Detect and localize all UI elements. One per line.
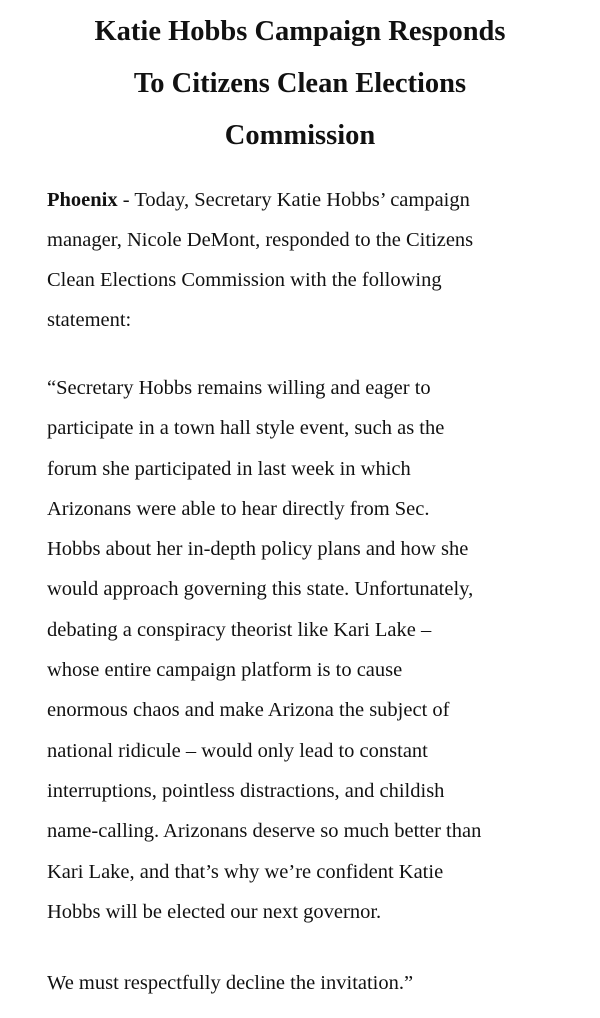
closing-paragraph	[47, 963, 572, 1003]
headline-line: Commission	[224, 120, 376, 151]
quote-line: whose entire campaign platform is to cause	[47, 659, 403, 682]
intro-line: Clean Elections Commission with the following	[47, 269, 442, 291]
quote-line: interruptions, pointless distractions, and childish	[47, 779, 445, 802]
quote-line: national ridicule – would only lead to constant	[47, 739, 428, 762]
intro-line: manager, Nicole DeMont, responded to the Citizens	[47, 229, 474, 251]
quote-line: Hobbs about her in-depth policy plans and how she	[47, 538, 469, 561]
quote-line: participate in a town hall style event, such as the	[47, 417, 445, 440]
intro-line-rest: - Today, Secretary Katie Hobbs’ campaign	[117, 189, 470, 211]
intro-line	[47, 180, 572, 220]
quote-line: Hobbs will be elected our next governor.	[47, 900, 382, 923]
quote-paragraph	[47, 368, 572, 932]
quote-line: would approach governing this state. Unfortunately,	[47, 578, 474, 601]
quote-line: forum she participated in last week in which	[47, 457, 411, 480]
closing-line: We must respectfully decline the invitation.”	[47, 972, 414, 994]
quote-line: Arizonans were able to hear directly from Sec.	[47, 497, 430, 520]
quote-line: name-calling. Arizonans deserve so much better than	[47, 820, 482, 843]
dateline: Phoenix	[47, 189, 118, 211]
headline	[20, 6, 580, 162]
headline-line: To Citizens Clean Elections	[133, 68, 467, 99]
quote-line: Kari Lake, and that’s why we’re confident Katie	[47, 860, 444, 883]
intro-line: statement:	[47, 309, 132, 331]
headline-line: Katie Hobbs Campaign Responds	[94, 16, 506, 47]
quote-line: “Secretary Hobbs remains willing and eager to	[47, 377, 431, 399]
quote-line: debating a conspiracy theorist like Kari Lake –	[47, 618, 432, 641]
quote-line: enormous chaos and make Arizona the subject of	[47, 699, 450, 722]
intro-paragraph	[47, 180, 572, 340]
